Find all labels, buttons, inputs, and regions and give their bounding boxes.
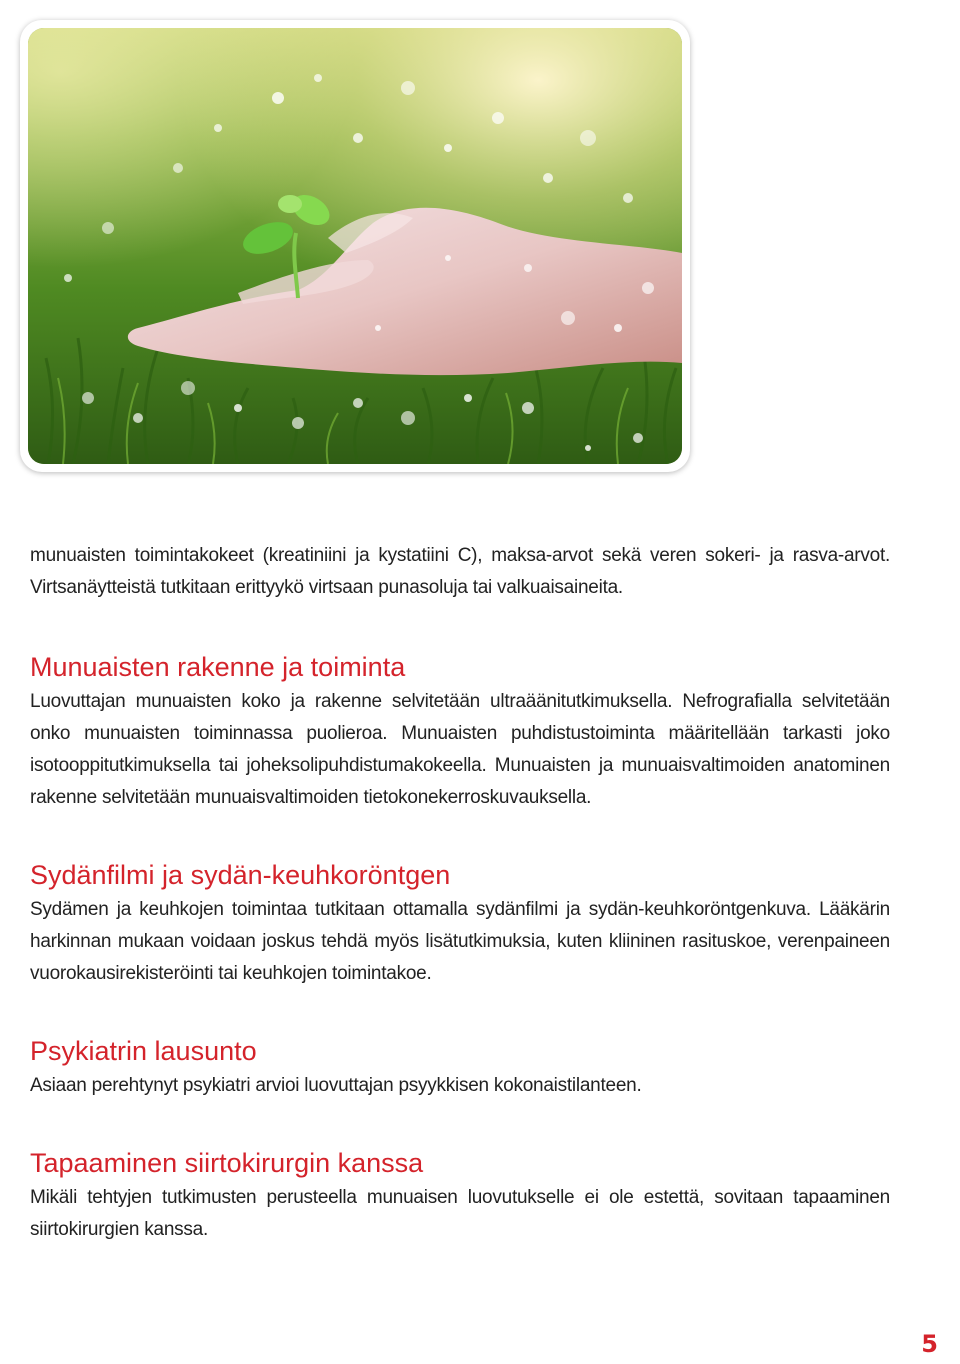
section-body-surgeon-meeting: Mikäli tehtyjen tutkimusten perusteella munuaisen luovutukselle ei ole estettä, sovitaan tapaaminen siirtokirurgien kanssa. xyxy=(30,1187,890,1240)
intro-paragraph: munuaisten toimintakokeet (kreatiniini ja kystatiini C), maksa-arvot sekä veren sokeri- ja rasva-arvot. Virtsanäytteistä tutkitaan erittyykö virtsaan punasoluja tai valkuaisaineita. xyxy=(30,545,890,598)
hand-with-seedling-photo xyxy=(28,28,682,464)
section-heading-kidney-structure: Munuaisten rakenne ja toiminta xyxy=(30,652,406,682)
photo-frame xyxy=(20,20,690,472)
section-body-ecg-xray: Sydämen ja keuhkojen toimintaa tutkitaan ottamalla sydänfilmi ja sydän-keuhkoröntgenkuva. Lääkärin harkinnan mukaan voidaan joskus tehdä myös lisätutkimuksia, kuten kliininen rasituskoe, verenpaineen vuorokausirekisteröinti tai keuhkojen toimintakoe. xyxy=(30,899,890,984)
section-heading-psychiatrist: Psykiatrin lausunto xyxy=(30,1036,257,1066)
section-heading-ecg-xray: Sydänfilmi ja sydän-keuhkoröntgen xyxy=(30,860,451,890)
page-number: 5 xyxy=(921,1330,938,1358)
article-content xyxy=(30,540,890,1246)
section-heading-surgeon-meeting: Tapaaminen siirtokirurgin kanssa xyxy=(30,1148,424,1178)
section-body-psychiatrist: Asiaan perehtynyt psykiatri arvioi luovuttajan psyykkisen kokonaistilanteen. xyxy=(30,1075,642,1096)
section-body-kidney-structure: Luovuttajan munuaisten koko ja rakenne selvitetään ultraäänitutkimuksella. Nefrografialla selvitetään onko munuaisten toiminnassa puolieroa. Munuaisten puhdistustoiminta määritellään tarkasti joko isotooppitutkimuksella tai joheksolipuhdistumakokeella. Munuaisten ja munuaisvaltimoiden anatominen rakenne selvitetään munuaisvaltimoiden tietokonekerroskuvauksella. xyxy=(30,691,890,808)
